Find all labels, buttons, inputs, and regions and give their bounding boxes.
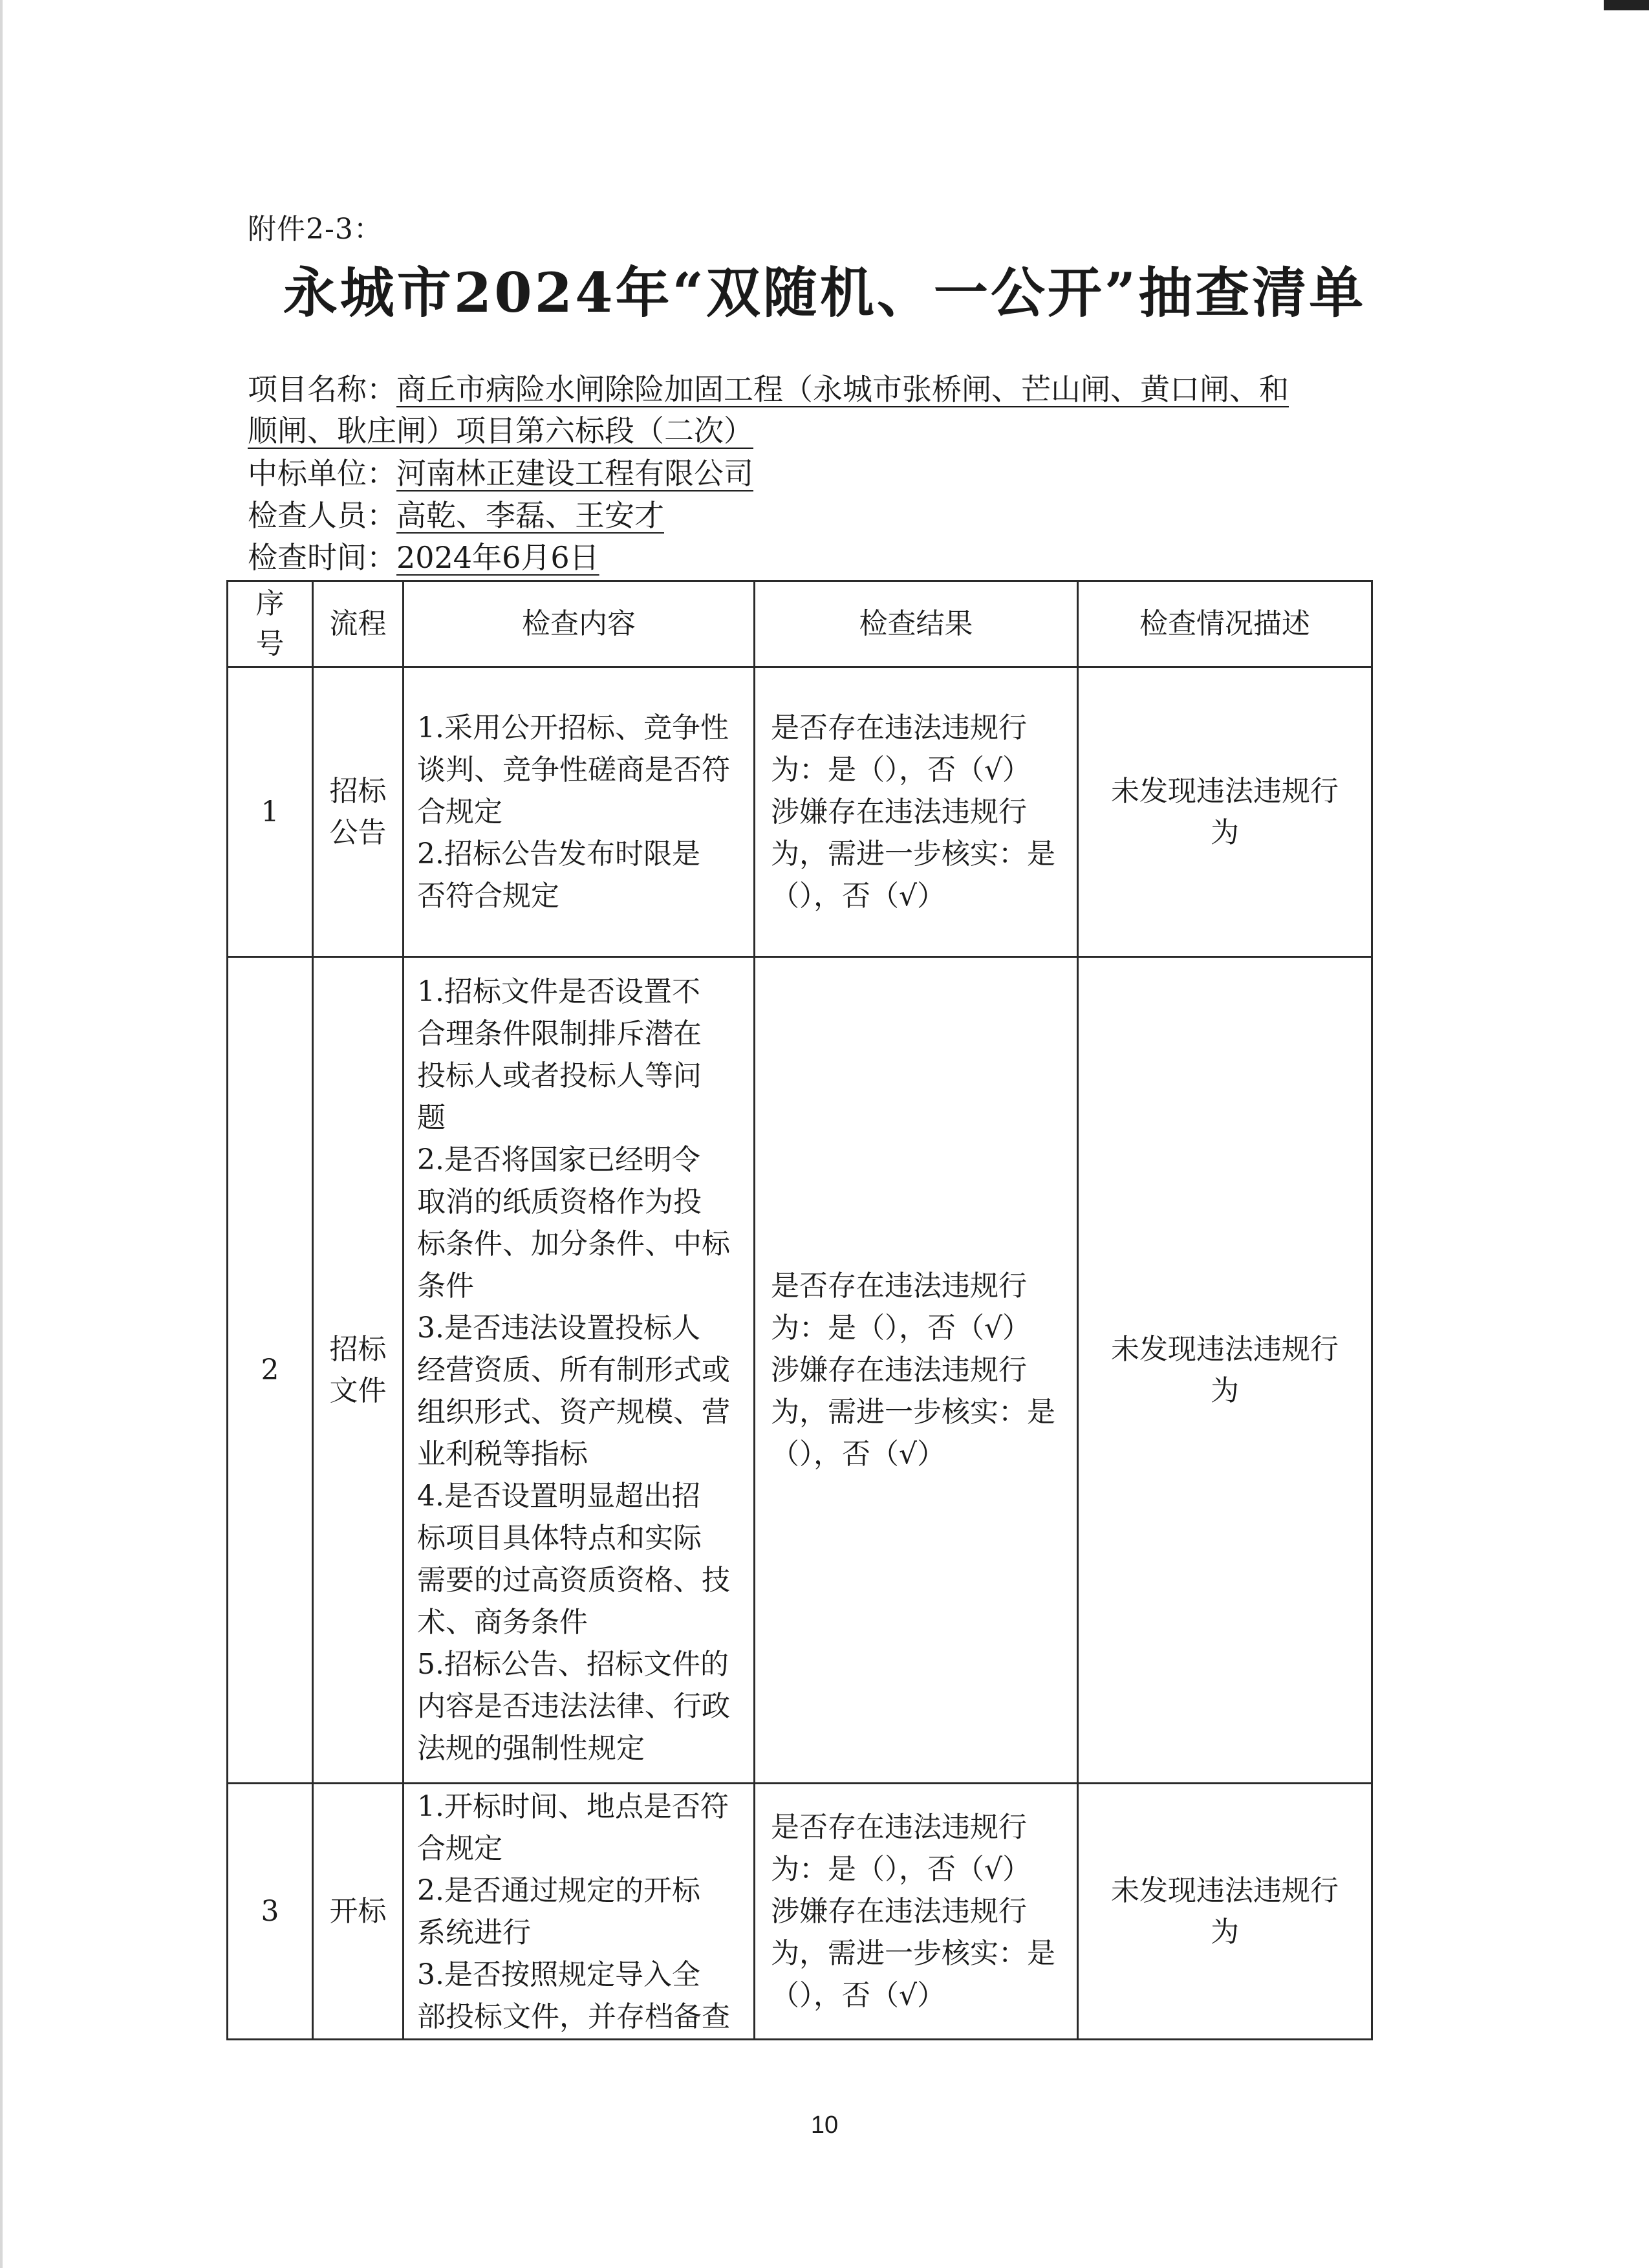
- header-process: 流程: [313, 581, 404, 667]
- row-result: 是否存在违法违规行 为：是（），否（√） 涉嫌存在违法违规行 为，需进一步核实：是 （），否（√）: [755, 1784, 1078, 2040]
- bidder-row: [248, 453, 1373, 494]
- inspectors-value: 高乾、李磊、王安才: [396, 498, 664, 533]
- header-content: 检查内容: [404, 581, 755, 667]
- row-seq: 1: [228, 667, 313, 957]
- row-process: 招标 文件: [313, 957, 404, 1784]
- row-content: 1.采用公开招标、竞争性 谈判、竞争性磋商是否符 合规定 2.招标公告发布时限是 否符合规定: [404, 667, 755, 957]
- row-content: 1.招标文件是否设置不 合理条件限制排斥潜在 投标人或者投标人等问 题 2.是否将国家已经明令 取消的纸质资格作为投 标条件、加分条件、中标 条件 3.是否违法设置投标人 经营资质、所有制形式或 组织形式、资产规模、营 业利税等指标 4.是否设置明显超出招 标项目具体特点和实际 需要的过高资质资格、技 术、商务条件 5.招标公告、招标文件的 内容是否违法法律、行政 法规的强制性规定: [404, 957, 755, 1784]
- project-name: [248, 369, 1373, 451]
- header-result: 检查结果: [755, 581, 1078, 667]
- bidder-label: 中标单位：: [248, 456, 396, 491]
- row-content: 1.开标时间、地点是否符 合规定 2.是否通过规定的开标 系统进行 3.是否按照规定导入全 部投标文件，并存档备查: [404, 1784, 755, 2040]
- row-description: 未发现违法违规行 为: [1078, 957, 1372, 1784]
- inspectors-row: [248, 495, 1373, 536]
- row-seq: 2: [228, 957, 313, 1784]
- inspection-time-row: [248, 537, 1373, 578]
- scan-mark: [1604, 0, 1649, 10]
- row-result: 是否存在违法违规行 为：是（），否（√） 涉嫌存在违法违规行 为，需进一步核实：是 （），否（√）: [755, 957, 1078, 1784]
- row-description: 未发现违法违规行 为: [1078, 667, 1372, 957]
- inspectors-label: 检查人员：: [248, 498, 396, 533]
- table-header-row: [228, 581, 1372, 667]
- header-seq: 序 号: [228, 581, 313, 667]
- scan-edge: [0, 0, 3, 2268]
- row-seq: 3: [228, 1784, 313, 2040]
- inspection-time-value: 2024年6月6日: [396, 540, 599, 575]
- bidder-value: 河南林正建设工程有限公司: [396, 456, 753, 491]
- table-row: [228, 1784, 1372, 2040]
- table-row: [228, 667, 1372, 957]
- inspection-table: [226, 580, 1373, 2040]
- row-description: 未发现违法违规行 为: [1078, 1784, 1372, 2040]
- header-description: 检查情况描述: [1078, 581, 1372, 667]
- row-process: 招标 公告: [313, 667, 404, 957]
- page-number: 10: [810, 2111, 839, 2139]
- inspection-time-label: 检查时间：: [248, 540, 396, 575]
- table-row: [228, 957, 1372, 1784]
- project-label: 项目名称：: [248, 372, 396, 407]
- project-value-line2: 顺闸、耿庄闸）项目第六标段（二次）: [248, 413, 753, 448]
- row-result: 是否存在违法违规行 为：是（），否（√） 涉嫌存在违法违规行 为，需进一步核实：是 （），否（√）: [755, 667, 1078, 957]
- attachment-label: 附件2-3：: [248, 213, 383, 246]
- row-process: 开标: [313, 1784, 404, 2040]
- page-title: 永城市2024年“双随机、一公开”抽查清单: [283, 261, 1366, 325]
- project-value-line1: 商丘市病险水闸除险加固工程（永城市张桥闸、芒山闸、黄口闸、和: [396, 372, 1289, 407]
